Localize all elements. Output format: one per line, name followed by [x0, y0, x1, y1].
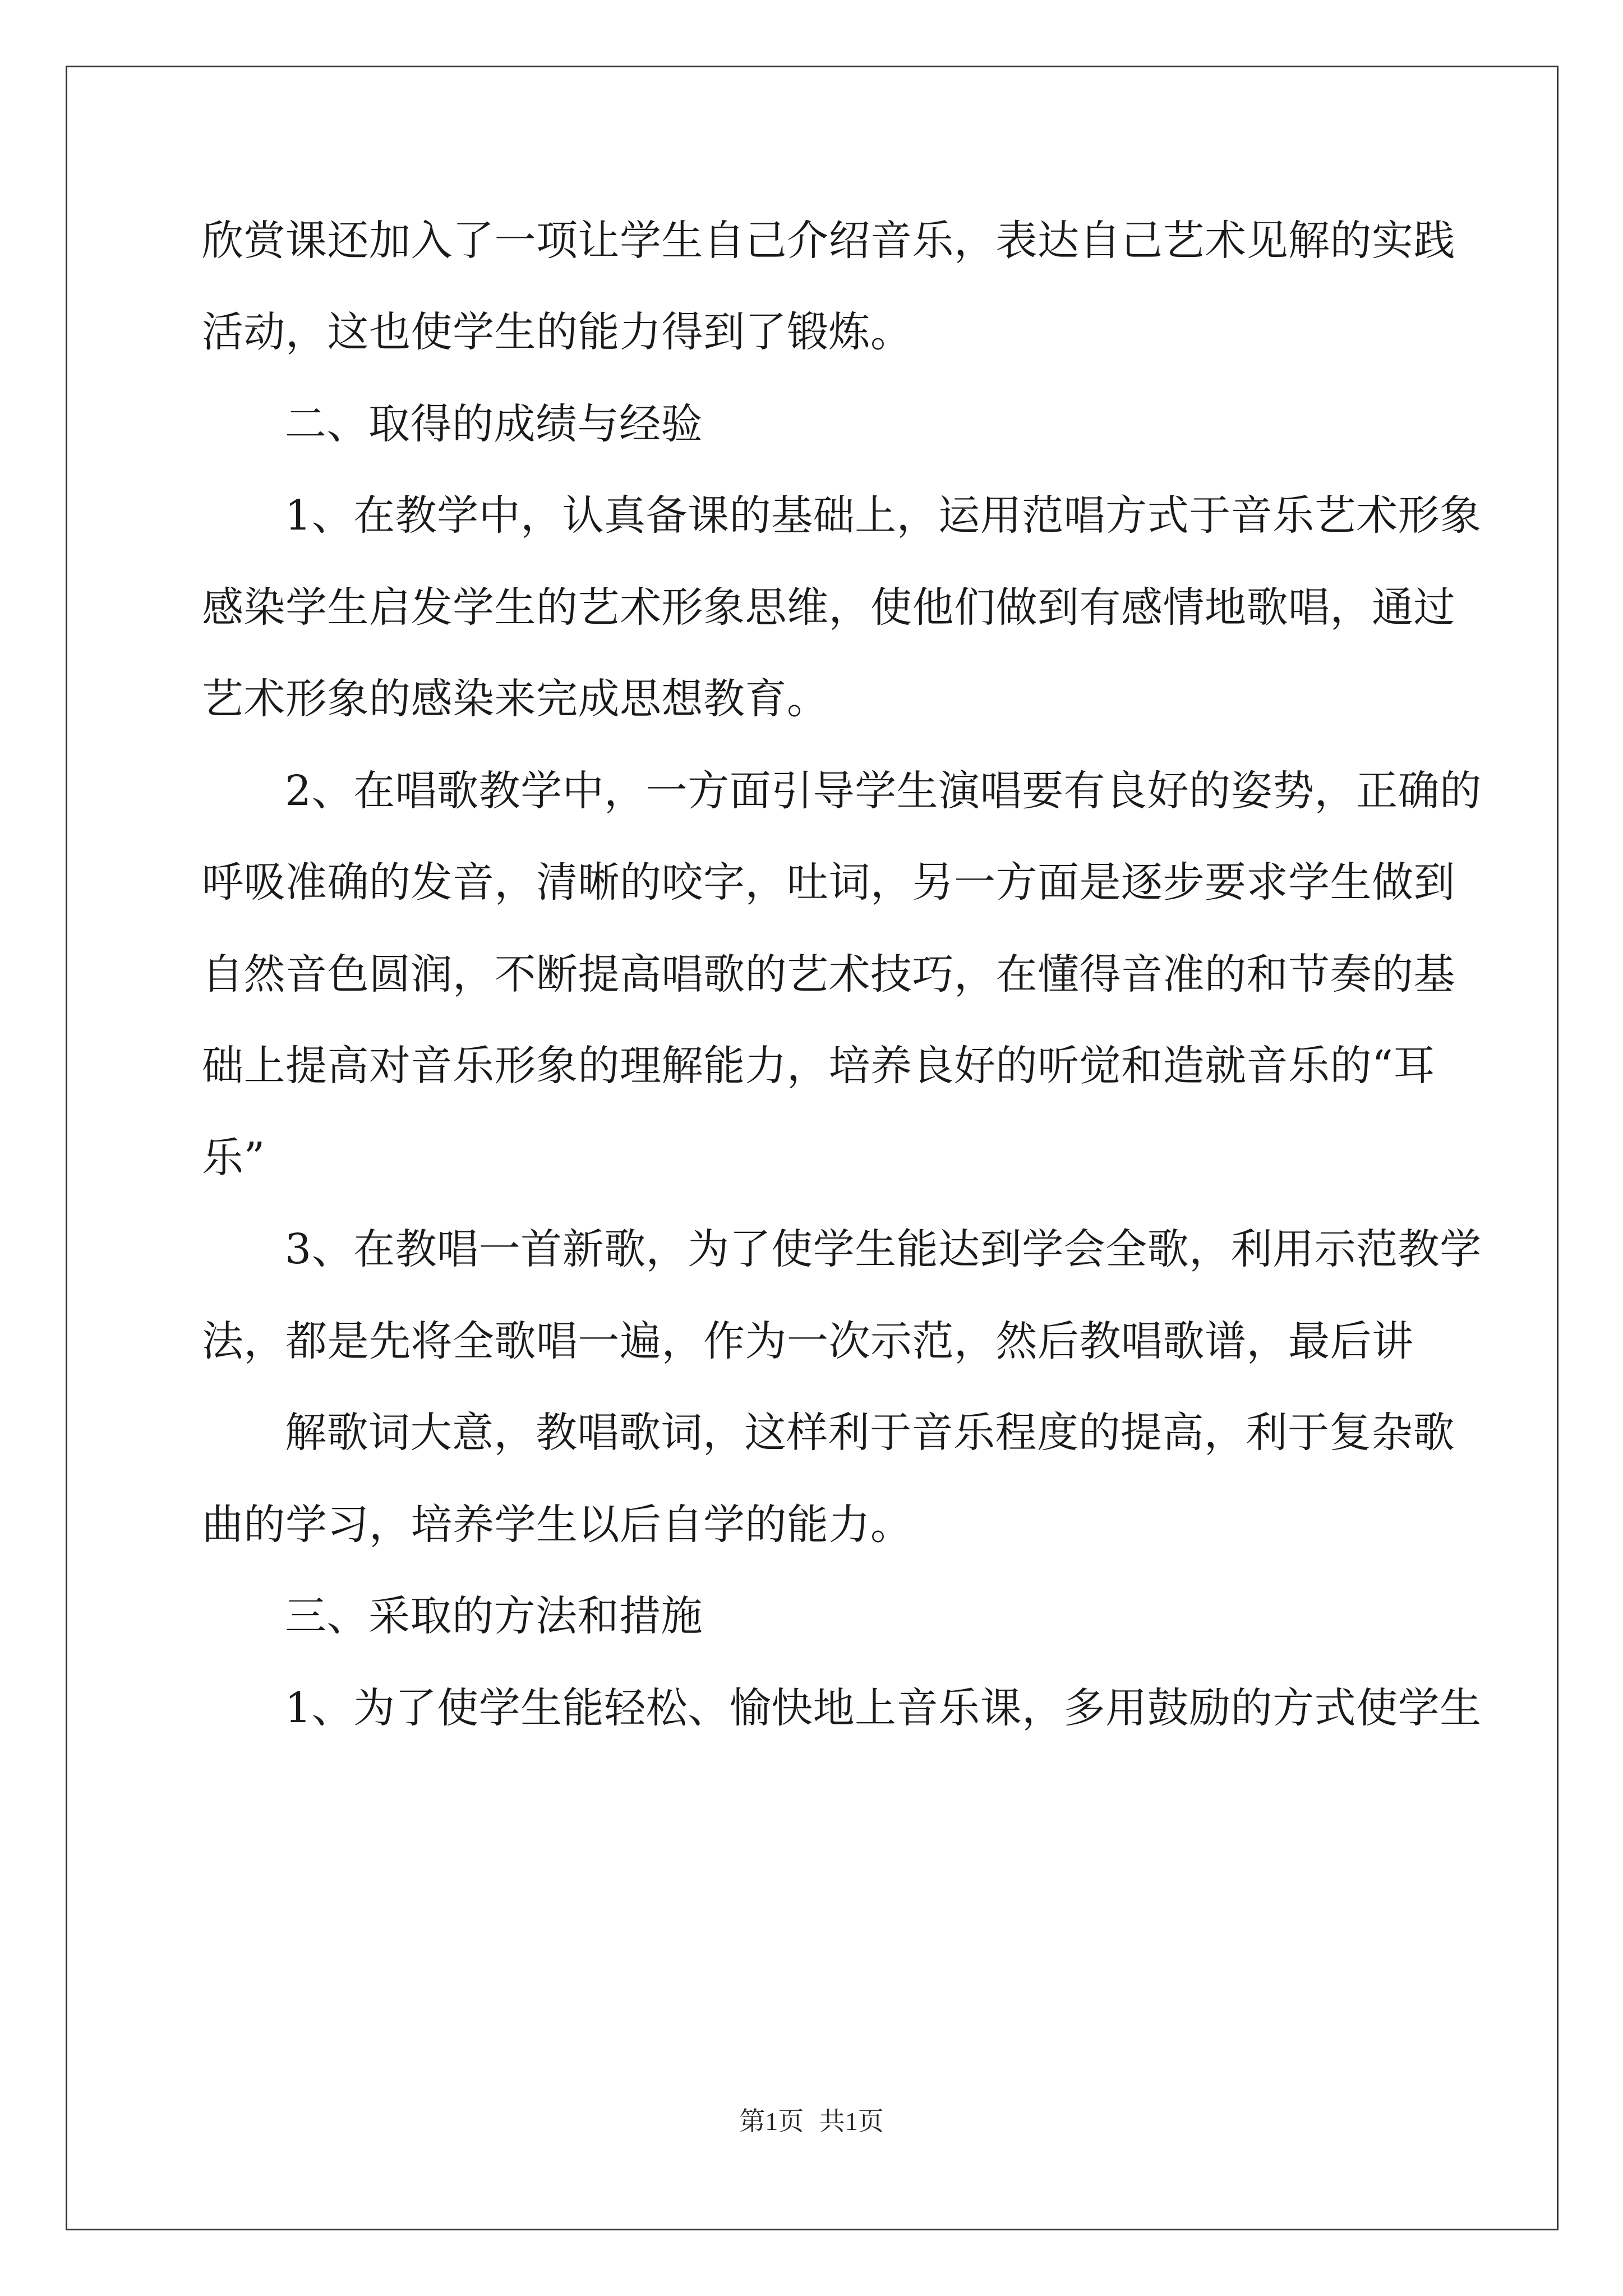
- section-heading: 二、取得的成绩与经验: [285, 400, 703, 448]
- section-heading: 三、采取的方法和措施: [285, 1592, 703, 1640]
- text-line: 自然音色圆润，不断提高唱歌的艺术技巧，在懂得音准的和节奏的基: [202, 950, 1455, 999]
- text-line: 1、为了使学生能轻松、愉快地上音乐课，多用鼓励的方式使学生: [285, 1684, 1482, 1732]
- text-line: 3、在教唱一首新歌，为了使学生能达到学会全歌，利用示范教学: [285, 1225, 1482, 1273]
- text-line: 呼吸准确的发音，清晰的咬字，吐词，另一方面是逐步要求学生做到: [202, 858, 1455, 907]
- text-line: 曲的学习，培养学生以后自学的能力。: [202, 1501, 912, 1549]
- page-footer: [0, 2101, 1623, 2138]
- page-number: 第1页: [739, 2107, 804, 2136]
- text-line: 感染学生启发学生的艺术形象思维，使他们做到有感情地歌唱，通过: [202, 583, 1455, 632]
- text-line: 活动，这也使学生的能力得到了锻炼。: [202, 308, 912, 356]
- text-line: 乐”: [202, 1134, 265, 1182]
- text-line: 解歌词大意，教唱歌词，这样利于音乐程度的提高，利于复杂歌: [285, 1409, 1455, 1457]
- text-line: 础上提高对音乐形象的理解能力，培养良好的听觉和造就音乐的“耳: [202, 1042, 1435, 1090]
- text-line: 法，都是先将全歌唱一遍，作为一次示范，然后教唱歌谱，最后讲: [202, 1317, 1414, 1365]
- text-line: 艺术形象的感染来完成思想教育。: [202, 675, 829, 723]
- page-border: [66, 66, 1559, 2230]
- text-line: 2、在唱歌教学中，一方面引导学生演唱要有良好的姿势，正确的: [285, 767, 1482, 815]
- text-line: 1、在教学中，认真备课的基础上，运用范唱方式于音乐艺术形象: [285, 491, 1482, 540]
- page-total: 共1页: [819, 2107, 884, 2136]
- text-line: 欣赏课还加入了一项让学生自己介绍音乐，表达自己艺术见解的实践: [202, 217, 1455, 265]
